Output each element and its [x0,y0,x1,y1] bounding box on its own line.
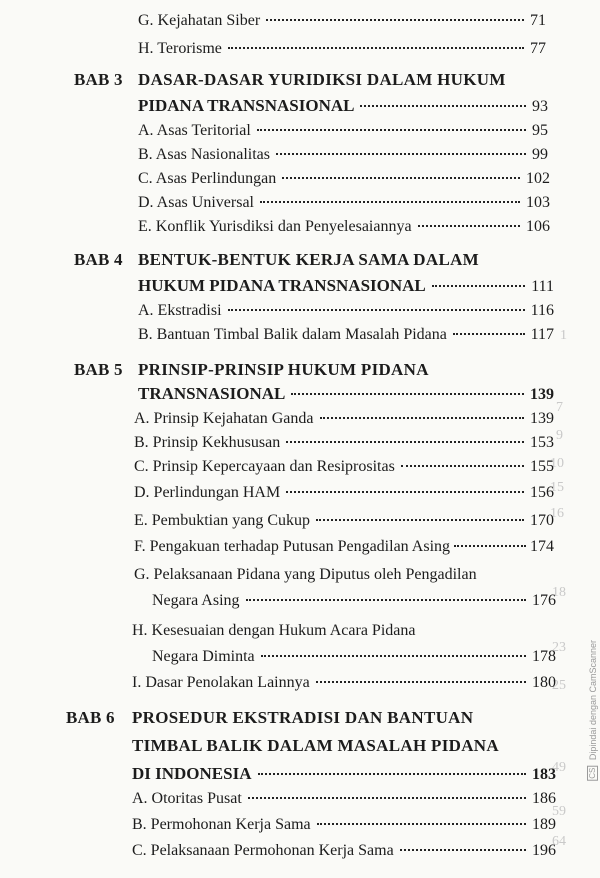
toc-entry [138,146,548,164]
toc-entry-label: B. Permohonan Kerja Sama [132,816,311,833]
dot-leader [228,47,524,49]
dot-leader [248,797,526,799]
toc-entry-label: G. Kejahatan Siber [138,12,261,29]
dot-leader [257,129,526,131]
toc-entry-label: A. Otoritas Pusat [132,790,242,807]
toc-entry-label: B. Prinsip Kekhususan [134,434,281,451]
chapter-page: 93 [532,98,548,115]
toc-entry-page: 95 [532,122,548,139]
dot-leader [432,285,525,287]
toc-entry [134,512,554,530]
dot-leader [286,491,524,493]
dot-leader [276,153,526,155]
toc-entry-label: I. Dasar Penolakan Lainnya [132,674,310,691]
toc-entry-page: 170 [530,512,554,529]
toc-entry [134,484,554,502]
dot-leader [291,393,524,395]
toc-entry-label: E. Pembuktian yang Cukup [134,512,310,529]
toc-entry-page: 71 [530,12,546,29]
toc-entry [138,40,546,58]
toc-entry [132,674,556,692]
dot-leader [400,849,526,851]
dot-leader [418,225,520,227]
toc-chapter-entry [132,764,556,784]
dot-leader [266,19,524,21]
chapter-title: PROSEDUR EKSTRADISI DAN BANTUAN [132,708,474,727]
dot-leader [454,545,526,547]
chapter-title: PRINSIP-PRINSIP HUKUM PIDANA [138,360,429,379]
toc-entry-label: A. Prinsip Kejahatan Ganda [134,410,314,427]
toc-entry-page: 116 [530,302,554,319]
scanner-watermark [587,640,598,781]
toc-entry [132,816,556,834]
toc-entry-page: 189 [532,816,556,833]
toc-entry-page: 196 [532,842,556,859]
chapter-page: 183 [532,766,556,783]
toc-entry [138,218,550,236]
toc-entry [138,194,550,212]
dot-leader [316,681,526,683]
toc-entry [138,170,550,188]
toc-entry-page: 174 [530,538,554,555]
toc-entry-label: B. Bantuan Timbal Balik dalam Masalah Pidana [138,326,447,343]
toc-entry-page: 156 [530,484,554,501]
toc-entry-page: 180 [532,674,556,691]
toc-entry-label: E. Konflik Yurisdiksi dan Penyelesaiannya [138,218,412,235]
toc-entry-label: H. Terorisme [138,40,222,57]
chapter-title: DASAR-DASAR YURIDIKSI DALAM HUKUM [138,70,506,89]
dot-leader [316,519,524,521]
toc-entry-label: B. Asas Nasionalitas [138,146,270,163]
toc-entry [152,592,556,610]
toc-entry [138,302,554,320]
chapter-title-cont: TIMBAL BALIK DALAM MASALAH PIDANA [132,736,499,755]
toc-entry-page: 117 [530,326,554,343]
dot-leader [246,599,526,601]
toc-entry-page: 77 [530,40,546,57]
toc-entry-label: H. Kesesuaian dengan Hukum Acara Pidana [132,622,416,639]
toc-entry-page: 176 [532,592,556,609]
chapter-title-cont: PIDANA TRANSNASIONAL [138,96,355,115]
chapter-number: BAB 5 [74,360,123,379]
toc-entry [134,434,554,452]
toc-chapter-entry [138,96,548,116]
chapter-page: 139 [530,386,554,403]
dot-leader [360,105,526,107]
toc-entry [134,458,554,476]
toc-entry-label-cont: Negara Diminta [152,648,255,665]
dot-leader [401,465,524,467]
toc-entry-page: 99 [532,146,548,163]
chapter-title-cont: DI INDONESIA [132,764,252,783]
toc-entry [132,842,556,860]
table-of-contents-page: 1 7 9 10 15 16 18 23 25 49 59 64 G. Kejahatan Siber 71 H. Terorisme 77 BAB 3 DASAR-DASAR YURIDIKSI DALAM HUKUM PIDANA TRANSNASIONAL 93 A. Asas Teritorial 95 B. Asas Nasionalitas 99 C. Asas Perlindungan 102 D. Asas Universal 103 E. Konflik Yurisdiksi dan Penyelesaiannya 106 BAB 4 BENTUK-BENTUK KERJA SAMA DALAM HUKUM PIDANA TRANSNASIONAL 111 A. Ekstradisi 116 B. Bantuan Timbal Balik dalam Masalah Pidana 117 BAB 5 PRINSIP-PRINSIP HUKUM PIDANA TRANSNASIONAL 139 A. Prinsip Kejahatan Ganda 139 B. Prinsip Kekhususan 153 C. Prinsip Kepercayaan dan Resiprositas 155 D. Perlindungan HAM 156 E. Pembuktian yang Cukup 170 F. Pengakuan terhadap Putusan Pengadilan Asing 174 G. Pelaksanaan Pidana yang Diputus oleh Pengadilan Negara Asing 176 H. Kesesuaian dengan Hukum Acara Pidana Negara Diminta 178 I. Dasar Penolakan Lainnya 180 BAB 6 PROSEDUR EKSTRADISI DAN BANTUAN TIMBAL BALIK DALAM MASALAH PIDANA DI INDONESIA 183 A. Otoritas Pusat 186 B. Permohonan Kerja Sama 189 C. Pelaksanaan Permohonan Kerja Sama 196 CS Dipindai dengan CamScanner [66,12,598,859]
dot-leader [317,823,526,825]
toc-entry-page: 103 [526,194,550,211]
toc-entry-label: D. Perlindungan HAM [134,484,281,501]
chapter-title: BENTUK-BENTUK KERJA SAMA DALAM [138,250,480,269]
toc-entry-page: 186 [532,790,556,807]
dot-leader [260,201,520,203]
toc-entry-page: 155 [530,458,554,475]
dot-leader [453,333,525,335]
toc-entry-label-cont: Negara Asing [152,592,240,609]
toc-chapter-entry [138,384,554,404]
toc-entry-label: C. Prinsip Kepercayaan dan Resiprositas [134,458,395,475]
toc-entry-page: 102 [526,170,550,187]
toc-entry [134,410,554,428]
toc-entry-page: 178 [532,648,556,665]
toc-entry-label: G. Pelaksanaan Pidana yang Diputus oleh Pengadilan [134,566,477,583]
dot-leader [320,417,524,419]
toc-entry-page: 106 [526,218,550,235]
toc-entry [138,122,548,140]
dot-leader [261,655,526,657]
camscanner-icon: CS [588,767,597,779]
toc-entry-label: A. Asas Teritorial [138,122,251,139]
dot-leader [286,441,524,443]
chapter-number: BAB 3 [74,70,123,89]
toc-entry-label: F. Pengakuan terhadap Putusan Pengadilan Asing [134,538,451,555]
chapter-title-cont: TRANSNASIONAL [138,384,286,403]
toc-entry [132,790,556,808]
toc-entry-label: C. Pelaksanaan Permohonan Kerja Sama [132,842,394,859]
watermark-text: Dipindai dengan CamScanner [588,640,598,761]
dot-leader [258,773,527,775]
chapter-page: 111 [531,278,554,295]
toc-entry [138,12,546,30]
chapter-number: BAB 6 [66,708,115,727]
toc-entry-page: 139 [530,410,554,427]
toc-chapter-entry [138,276,554,296]
toc-entry [138,326,554,344]
toc-entry [134,538,554,556]
dot-leader [228,309,525,311]
toc-entry-label: D. Asas Universal [138,194,254,211]
chapter-title-cont: HUKUM PIDANA TRANSNASIONAL [138,276,426,295]
chapter-number: BAB 4 [74,250,123,269]
toc-entry-page: 153 [530,434,554,451]
dot-leader [282,177,520,179]
toc-entry-label: A. Ekstradisi [138,302,222,319]
toc-entry [152,648,556,666]
toc-entry-label: C. Asas Perlindungan [138,170,277,187]
